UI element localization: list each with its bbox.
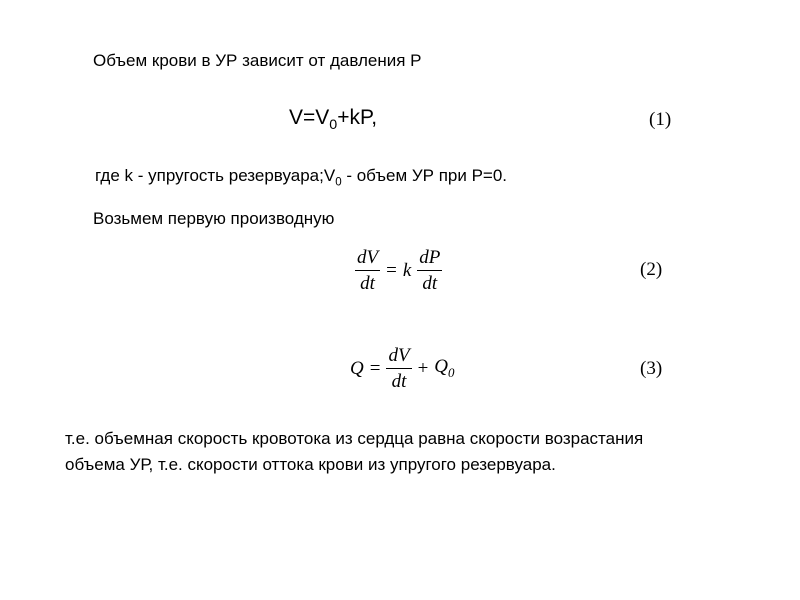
eq1-rest: +kP, [337, 106, 378, 129]
eq3-equals: = [369, 357, 381, 379]
eq2-equals: = [386, 259, 397, 281]
eq3-numerator: dV [388, 345, 410, 366]
derivative-text: Возьмем первую производную [93, 209, 335, 228]
eq1-V0-subscript: 0 [329, 117, 338, 134]
eq1-V0: V [315, 106, 330, 129]
eq2-rhs-numerator: dP [419, 247, 441, 268]
eq1-equals: = [303, 106, 316, 129]
eq2-lhs-denominator: dt [355, 270, 380, 293]
eq2-lhs-fraction [355, 248, 380, 293]
equation-1 [289, 106, 377, 133]
eq1-V: V [289, 106, 304, 129]
conclusion-line-2: объема УР, т.е. скорости оттока крови из упругого резервуара. [65, 455, 556, 474]
eq3-Q: Q [350, 357, 364, 379]
eq2-rhs-fraction [417, 248, 442, 293]
eq2-lhs-numerator: dV [357, 247, 379, 268]
eq3-Q0-base: Q [434, 356, 449, 378]
definition-post: - объем УР при Р=0. [341, 166, 508, 185]
equation-3-label: (3) [640, 358, 663, 379]
equation-2-label: (2) [640, 259, 663, 280]
eq3-plus: + [417, 357, 429, 379]
equation-1-label: (1) [649, 109, 672, 130]
intro-text: Объем крови в УР зависит от давления Р [93, 51, 422, 70]
eq2-rhs-denominator: dt [417, 270, 442, 293]
eq3-Q0-subscript: 0 [448, 364, 455, 380]
eq3-denominator: dt [386, 368, 411, 391]
eq3-fraction [386, 346, 411, 391]
equation-3 [350, 346, 454, 391]
eq2-k: k [402, 259, 412, 281]
definition-text [95, 166, 507, 188]
eq3-Q0 [434, 356, 454, 381]
conclusion-line-1: т.е. объемная скорость кровотока из сердца равна скорости возрастания [65, 429, 644, 448]
definition-subscript: 0 [335, 176, 342, 189]
definition-pre: где k - упругость резервуара;V [95, 166, 336, 185]
equation-2 [355, 248, 442, 293]
